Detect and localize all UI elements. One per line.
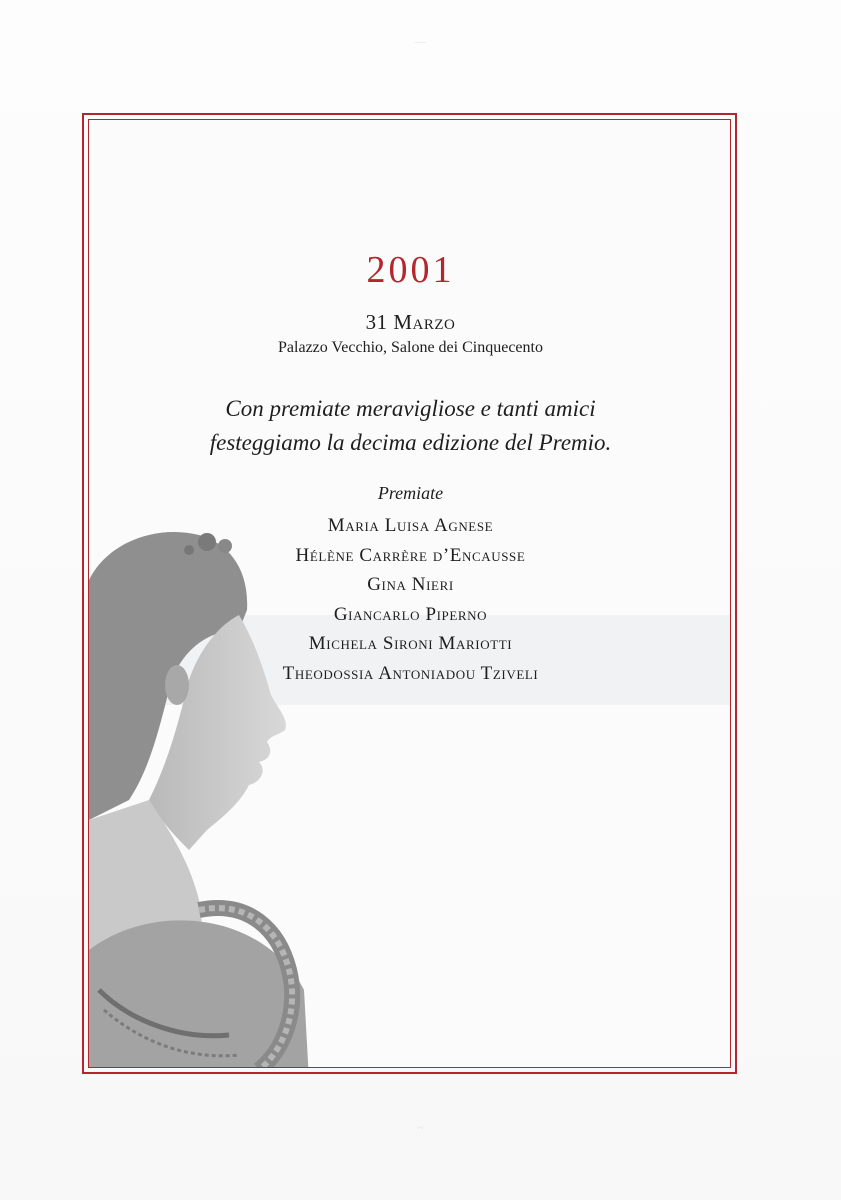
event-venue: Palazzo Vecchio, Salone dei Cinquecento	[278, 339, 543, 356]
year-heading: 2001	[366, 249, 455, 291]
motto-line-2: festeggiamo la decima edizione del Premio.	[209, 430, 612, 455]
awardees-list	[89, 511, 731, 688]
awardee-name: Maria Luisa Agnese	[327, 515, 494, 536]
awardee-name: Giancarlo Piperno	[333, 603, 488, 625]
awardee-name: Theodossia Antoniadou Tziveli	[282, 662, 539, 684]
awardee-name: Hélène Carrère d’Encausse	[295, 544, 526, 566]
event-date: 31 Marzo	[365, 310, 456, 334]
bleed-through-page-number-bottom: ~	[417, 1122, 424, 1134]
awardee-name: Michela Sironi Mariotti	[308, 633, 513, 654]
red-inner-border	[88, 119, 731, 1068]
motto-line-1: Con premiate meravigliose e tanti amici	[225, 396, 596, 421]
awardees-label: Premiate	[377, 483, 444, 503]
awardee-name: Gina Nieri	[367, 574, 454, 595]
motto	[89, 392, 731, 460]
bleed-through-page-number-top: —	[415, 36, 426, 48]
